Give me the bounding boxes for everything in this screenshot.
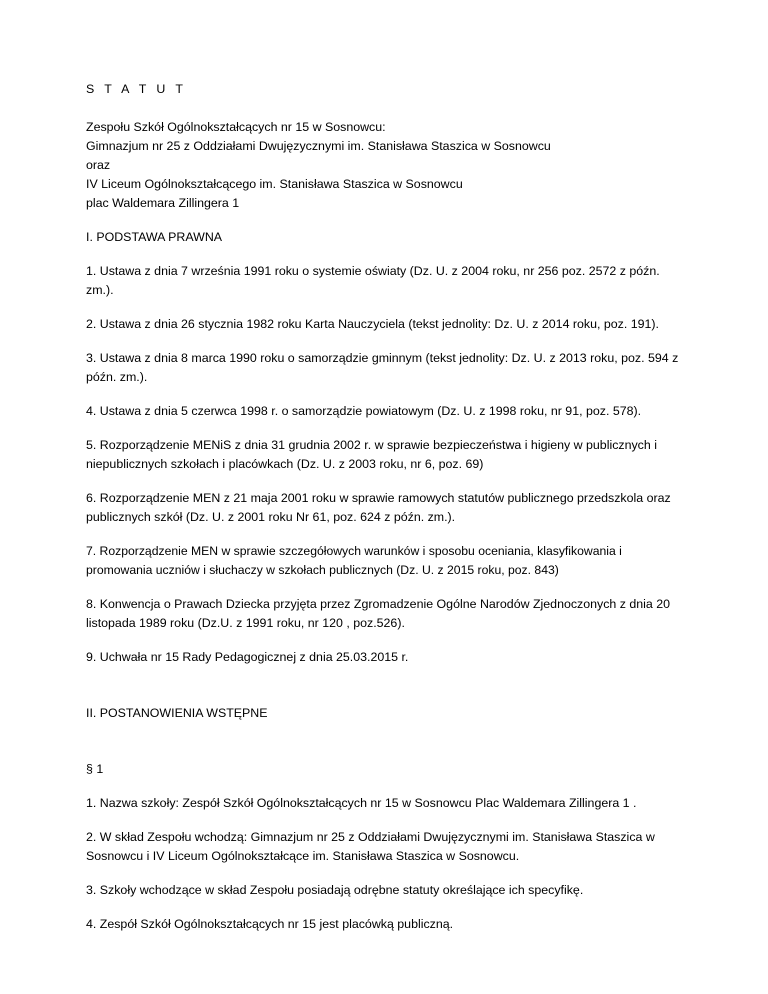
legal-basis-item: 3. Ustawa z dnia 8 marca 1990 roku o samorządzie gminnym (tekst jednolity: Dz. U. z 2013 roku, poz. 594 z późn. zm.). [86, 351, 679, 384]
document-header [86, 118, 686, 213]
document-title: S T A T U T [86, 82, 187, 96]
preliminary-item: 4. Zespół Szkół Ogólnokształcących nr 15 jest placówką publiczną. [86, 917, 454, 931]
legal-basis-item: 1. Ustawa z dnia 7 września 1991 roku o systemie oświaty (Dz. U. z 2004 roku, nr 256 poz. 2572 z późn. zm.). [86, 264, 660, 297]
document-page [86, 80, 686, 949]
header-line: IV Liceum Ogólnokształcącego im. Stanisława Staszica w Sosnowcu [86, 177, 463, 191]
preliminary-item: 2. W skład Zespołu wchodzą: Gimnazjum nr 25 z Oddziałami Dwujęzycznymi im. Stanisława Staszica w Sosnowcu i IV Liceum Ogólnokształcące im. Stanisława Staszica w Sosnowcu. [86, 830, 655, 863]
legal-basis-item: 9. Uchwała nr 15 Rady Pedagogicznej z dnia 25.03.2015 r. [86, 650, 409, 664]
legal-basis-item: 8. Konwencja o Prawach Dziecka przyjęta przez Zgromadzenie Ogólne Narodów Zjednoczonych z dnia 20 listopada 1989 roku (Dz.U. z 1991 roku, nr 120 , poz.526). [86, 597, 671, 630]
legal-basis-item: 7. Rozporządzenie MEN w sprawie szczegółowych warunków i sposobu oceniania, klasyfikowania i promowania uczniów i słuchaczy w szkołach publicznych (Dz. U. z 2015 roku, poz. 843) [86, 544, 622, 577]
preliminary-item: 1. Nazwa szkoły: Zespół Szkół Ogólnokształcących nr 15 w Sosnowcu Plac Waldemara Zillingera 1 . [86, 796, 637, 810]
legal-basis-item: 2. Ustawa z dnia 26 stycznia 1982 roku Karta Nauczyciela (tekst jednolity: Dz. U. z 2014 roku, poz. 191). [86, 317, 660, 331]
legal-basis-item: 4. Ustawa z dnia 5 czerwca 1998 r. o samorządzie powiatowym (Dz. U. z 1998 roku, nr 91, poz. 578). [86, 404, 642, 418]
header-line: Gimnazjum nr 25 z Oddziałami Dwujęzycznymi im. Stanisława Staszica w Sosnowcu [86, 139, 551, 153]
section-heading-preliminary: II. POSTANOWIENIA WSTĘPNE [86, 706, 268, 720]
legal-basis-item: 6. Rozporządzenie MEN z 21 maja 2001 roku w sprawie ramowych statutów publicznego przedszkola oraz publicznych szkół (Dz. U. z 2001 roku Nr 61, poz. 624 z późn. zm.). [86, 491, 671, 524]
section-heading-legal-basis: I. PODSTAWA PRAWNA [86, 230, 223, 244]
paragraph-sign: § 1 [86, 762, 104, 776]
header-line: plac Waldemara Zillingera 1 [86, 196, 240, 210]
preliminary-item: 3. Szkoły wchodzące w skład Zespołu posiadają odrębne statuty określające ich specyfikę. [86, 883, 584, 897]
legal-basis-item: 5. Rozporządzenie MENiS z dnia 31 grudnia 2002 r. w sprawie bezpieczeństwa i higieny w publicznych i niepublicznych szkołach i placówkach (Dz. U. z 2003 roku, nr 6, poz. 69) [86, 438, 657, 471]
header-line: Zespołu Szkół Ogólnokształcących nr 15 w Sosnowcu: [86, 120, 386, 134]
header-line: oraz [86, 158, 111, 172]
